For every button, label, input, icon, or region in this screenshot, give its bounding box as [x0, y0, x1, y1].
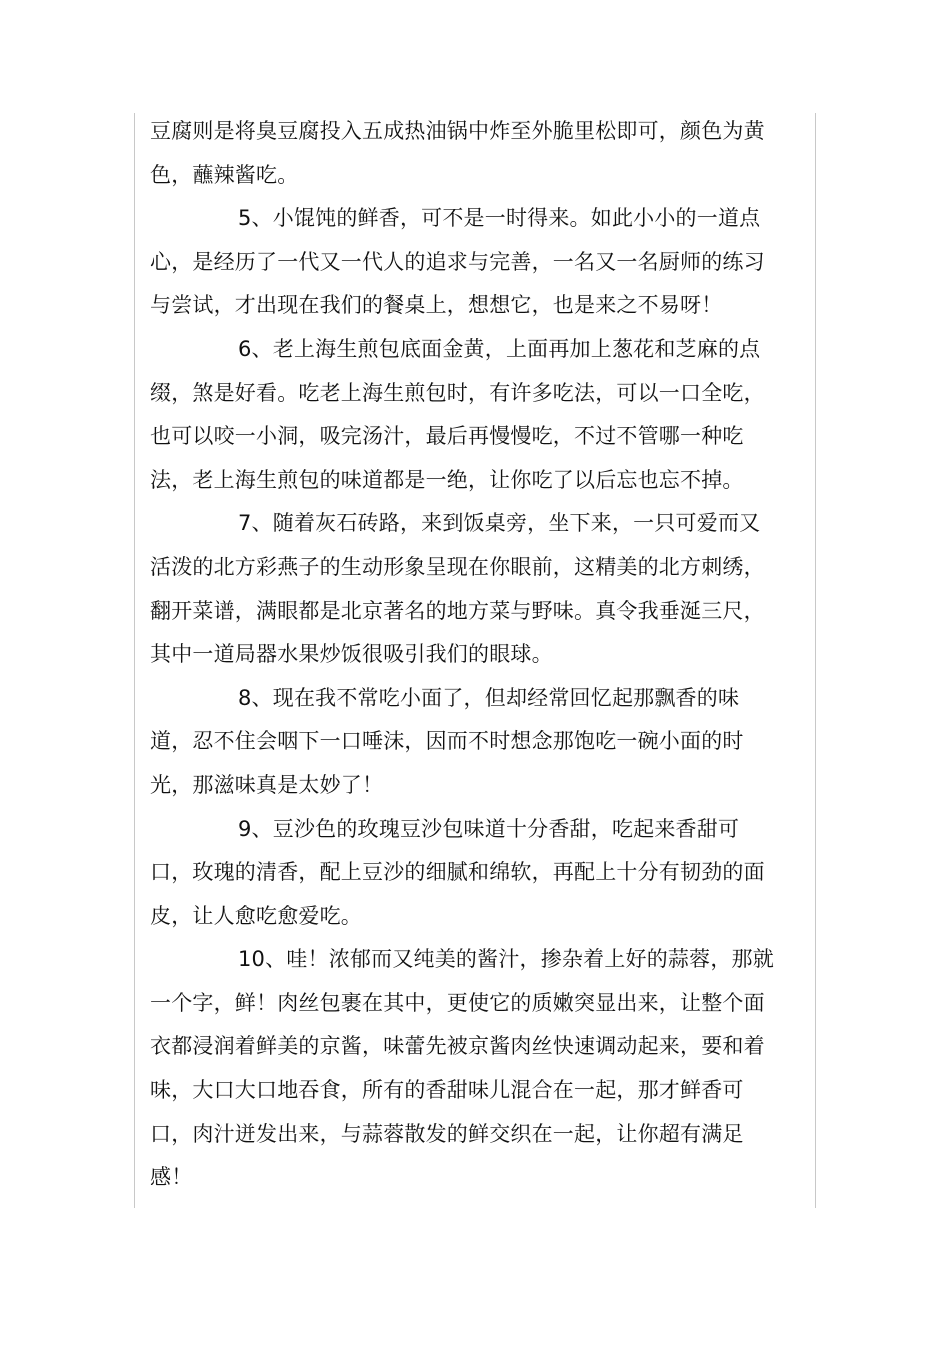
text-line: 色，蘸辣酱吃。: [150, 162, 299, 187]
text-line: 味，大口大口地吞食，所有的香甜味儿混合在一起，那才鲜香可: [150, 1078, 744, 1103]
paragraph-start-line: 10、哇！浓郁而又纯美的酱汁，掺杂着上好的蒜蓉，那就: [238, 947, 774, 972]
text-line: 皮，让人愈吃愈爱吃。: [150, 903, 362, 928]
paragraph-start-line: 8、现在我不常吃小面了，但却经常回忆起那飘香的味: [238, 685, 740, 710]
text-line: 感！: [150, 1165, 193, 1190]
left-margin-rule: [134, 113, 135, 1208]
text-line: 衣都浸润着鲜美的京酱，味蕾先被京酱肉丝快速调动起来，要和着: [150, 1034, 765, 1059]
text-line: 豆腐则是将臭豆腐投入五成热油锅中炸至外脆里松即可，颜色为黄: [150, 119, 765, 143]
text-line: 心，是经历了一代又一代人的追求与完善，一名又一名厨师的练习: [150, 249, 765, 274]
text-line: 光，那滋味真是太妙了！: [150, 772, 384, 797]
paragraph-start-line: 6、老上海生煎包底面金黄，上面再加上葱花和芝麻的点: [238, 336, 761, 361]
paragraph-start-line: 7、随着灰石砖路，来到饭桌旁，坐下来，一只可爱而又: [238, 511, 761, 536]
text-line: 缀，煞是好看。吃老上海生煎包时，有许多吃法，可以一口全吃，: [150, 380, 765, 405]
text-line: 道，忍不住会咽下一口唾沫，因而不时想念那饱吃一碗小面的时: [150, 729, 744, 754]
text-line: 法，老上海生煎包的味道都是一绝，让你吃了以后忘也忘不掉。: [150, 467, 744, 492]
text-line: 翻开菜谱，满眼都是北京著名的地方菜与野味。真令我垂涎三尺，: [150, 598, 765, 623]
right-margin-rule: [815, 113, 816, 1208]
text-line: 一个字，鲜！肉丝包裹在其中，更使它的质嫩突显出来，让整个面: [150, 990, 765, 1015]
text-line: 与尝试，才出现在我们的餐桌上，想想它，也是来之不易呀！: [150, 293, 723, 318]
text-line: 口，玫瑰的清香，配上豆沙的细腻和绵软，再配上十分有韧劲的面: [150, 860, 765, 885]
text-line: 其中一道局器水果炒饭很吸引我们的眼球。: [150, 642, 553, 667]
text-line: 也可以咬一小洞，吸完汤汁，最后再慢慢吃，不过不管哪一种吃: [150, 424, 744, 449]
text-line: 活泼的北方彩燕子的生动形象呈现在你眼前，这精美的北方刺绣，: [150, 554, 765, 579]
document-body: [150, 110, 790, 1200]
paragraph-start-line: 5、小馄饨的鲜香，可不是一时得来。如此小小的一道点: [238, 206, 761, 231]
text-line: 口，肉汁迸发出来，与蒜蓉散发的鲜交织在一起，让你超有满足: [150, 1121, 744, 1146]
paragraph-start-line: 9、豆沙色的玫瑰豆沙包味道十分香甜，吃起来香甜可: [238, 816, 740, 841]
